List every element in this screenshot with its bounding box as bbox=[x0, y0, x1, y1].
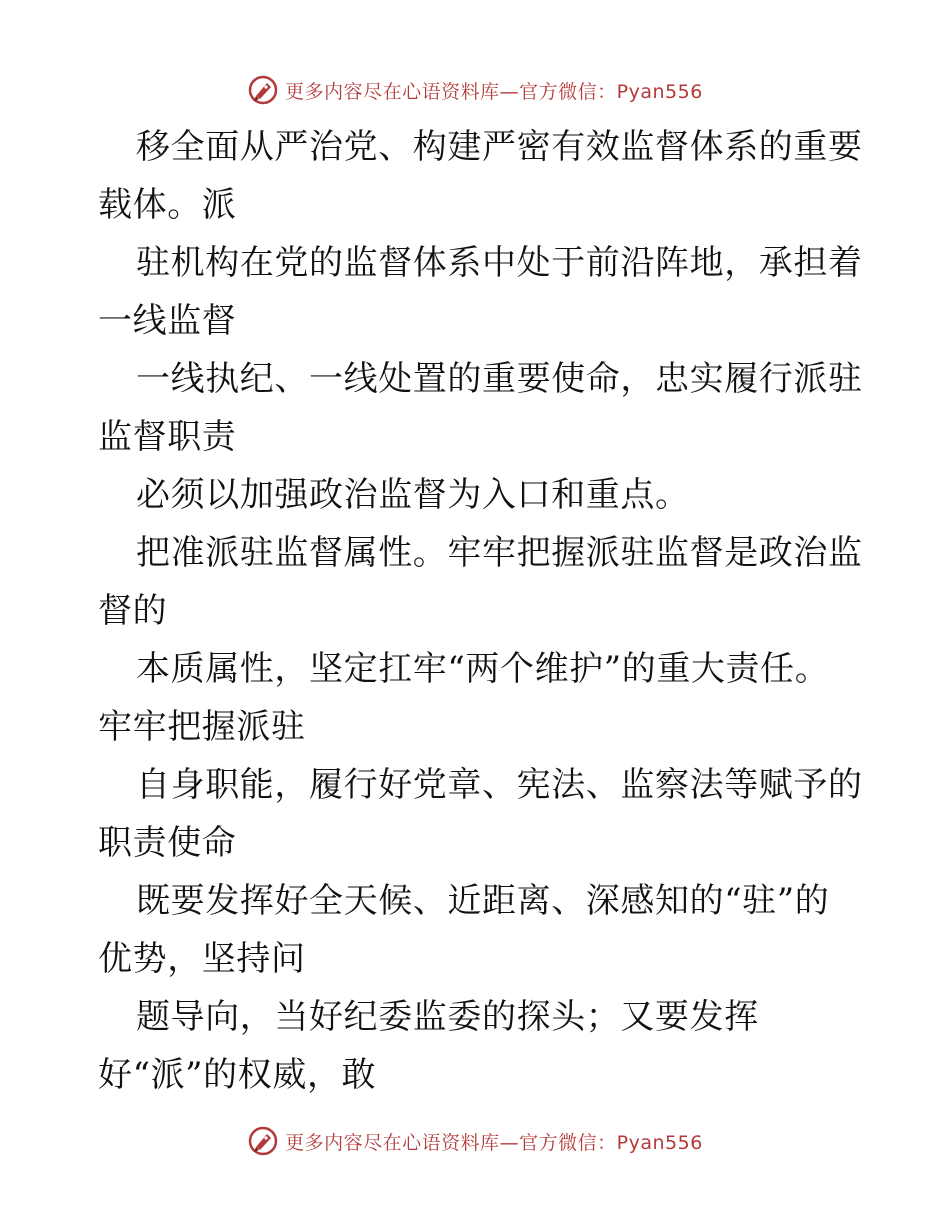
text-line: 载体。派 bbox=[98, 185, 237, 225]
text-line: 监督职责 bbox=[98, 417, 237, 457]
text-line: 本质属性，坚定扛牢“两个维护”的重大责任。 bbox=[136, 649, 830, 689]
text-line: 既要发挥好全天候、近距离、深感知的“驻”的 bbox=[136, 881, 830, 921]
text-line: 职责使命 bbox=[98, 823, 237, 863]
text-line: 移全面从严治党、构建严密有效监督体系的重要 bbox=[136, 127, 863, 167]
text-line: 题导向，当好纪委监委的探头；又要发挥 bbox=[136, 997, 759, 1037]
text-line: 牢牢把握派驻 bbox=[98, 707, 306, 747]
text-line: 优势，坚持问 bbox=[98, 939, 306, 979]
footer-watermark bbox=[0, 1121, 950, 1161]
header-watermark bbox=[0, 70, 950, 110]
text-line: 驻机构在党的监督体系中处于前沿阵地，承担着 bbox=[136, 243, 863, 283]
text-line: 好“派”的权威，敢 bbox=[98, 1055, 377, 1095]
text-line: 必须以加强政治监督为入口和重点。 bbox=[136, 475, 690, 515]
text-line: 自身职能，履行好党章、宪法、监察法等赋予的 bbox=[136, 765, 863, 805]
pen-nib-logo-icon bbox=[247, 1125, 279, 1157]
text-line: 把准派驻监督属性。牢牢把握派驻监督是政治监 bbox=[136, 533, 863, 573]
watermark-text: 更多内容尽在心语资料库—官方微信：Pyan556 bbox=[285, 1131, 703, 1154]
pen-nib-logo-icon bbox=[247, 74, 279, 106]
document-body bbox=[98, 118, 863, 1104]
watermark-text: 更多内容尽在心语资料库—官方微信：Pyan556 bbox=[285, 80, 703, 103]
text-line: 督的 bbox=[98, 591, 168, 631]
text-line: 一线执纪、一线处置的重要使命，忠实履行派驻 bbox=[136, 359, 863, 399]
text-line: 一线监督 bbox=[98, 301, 237, 341]
